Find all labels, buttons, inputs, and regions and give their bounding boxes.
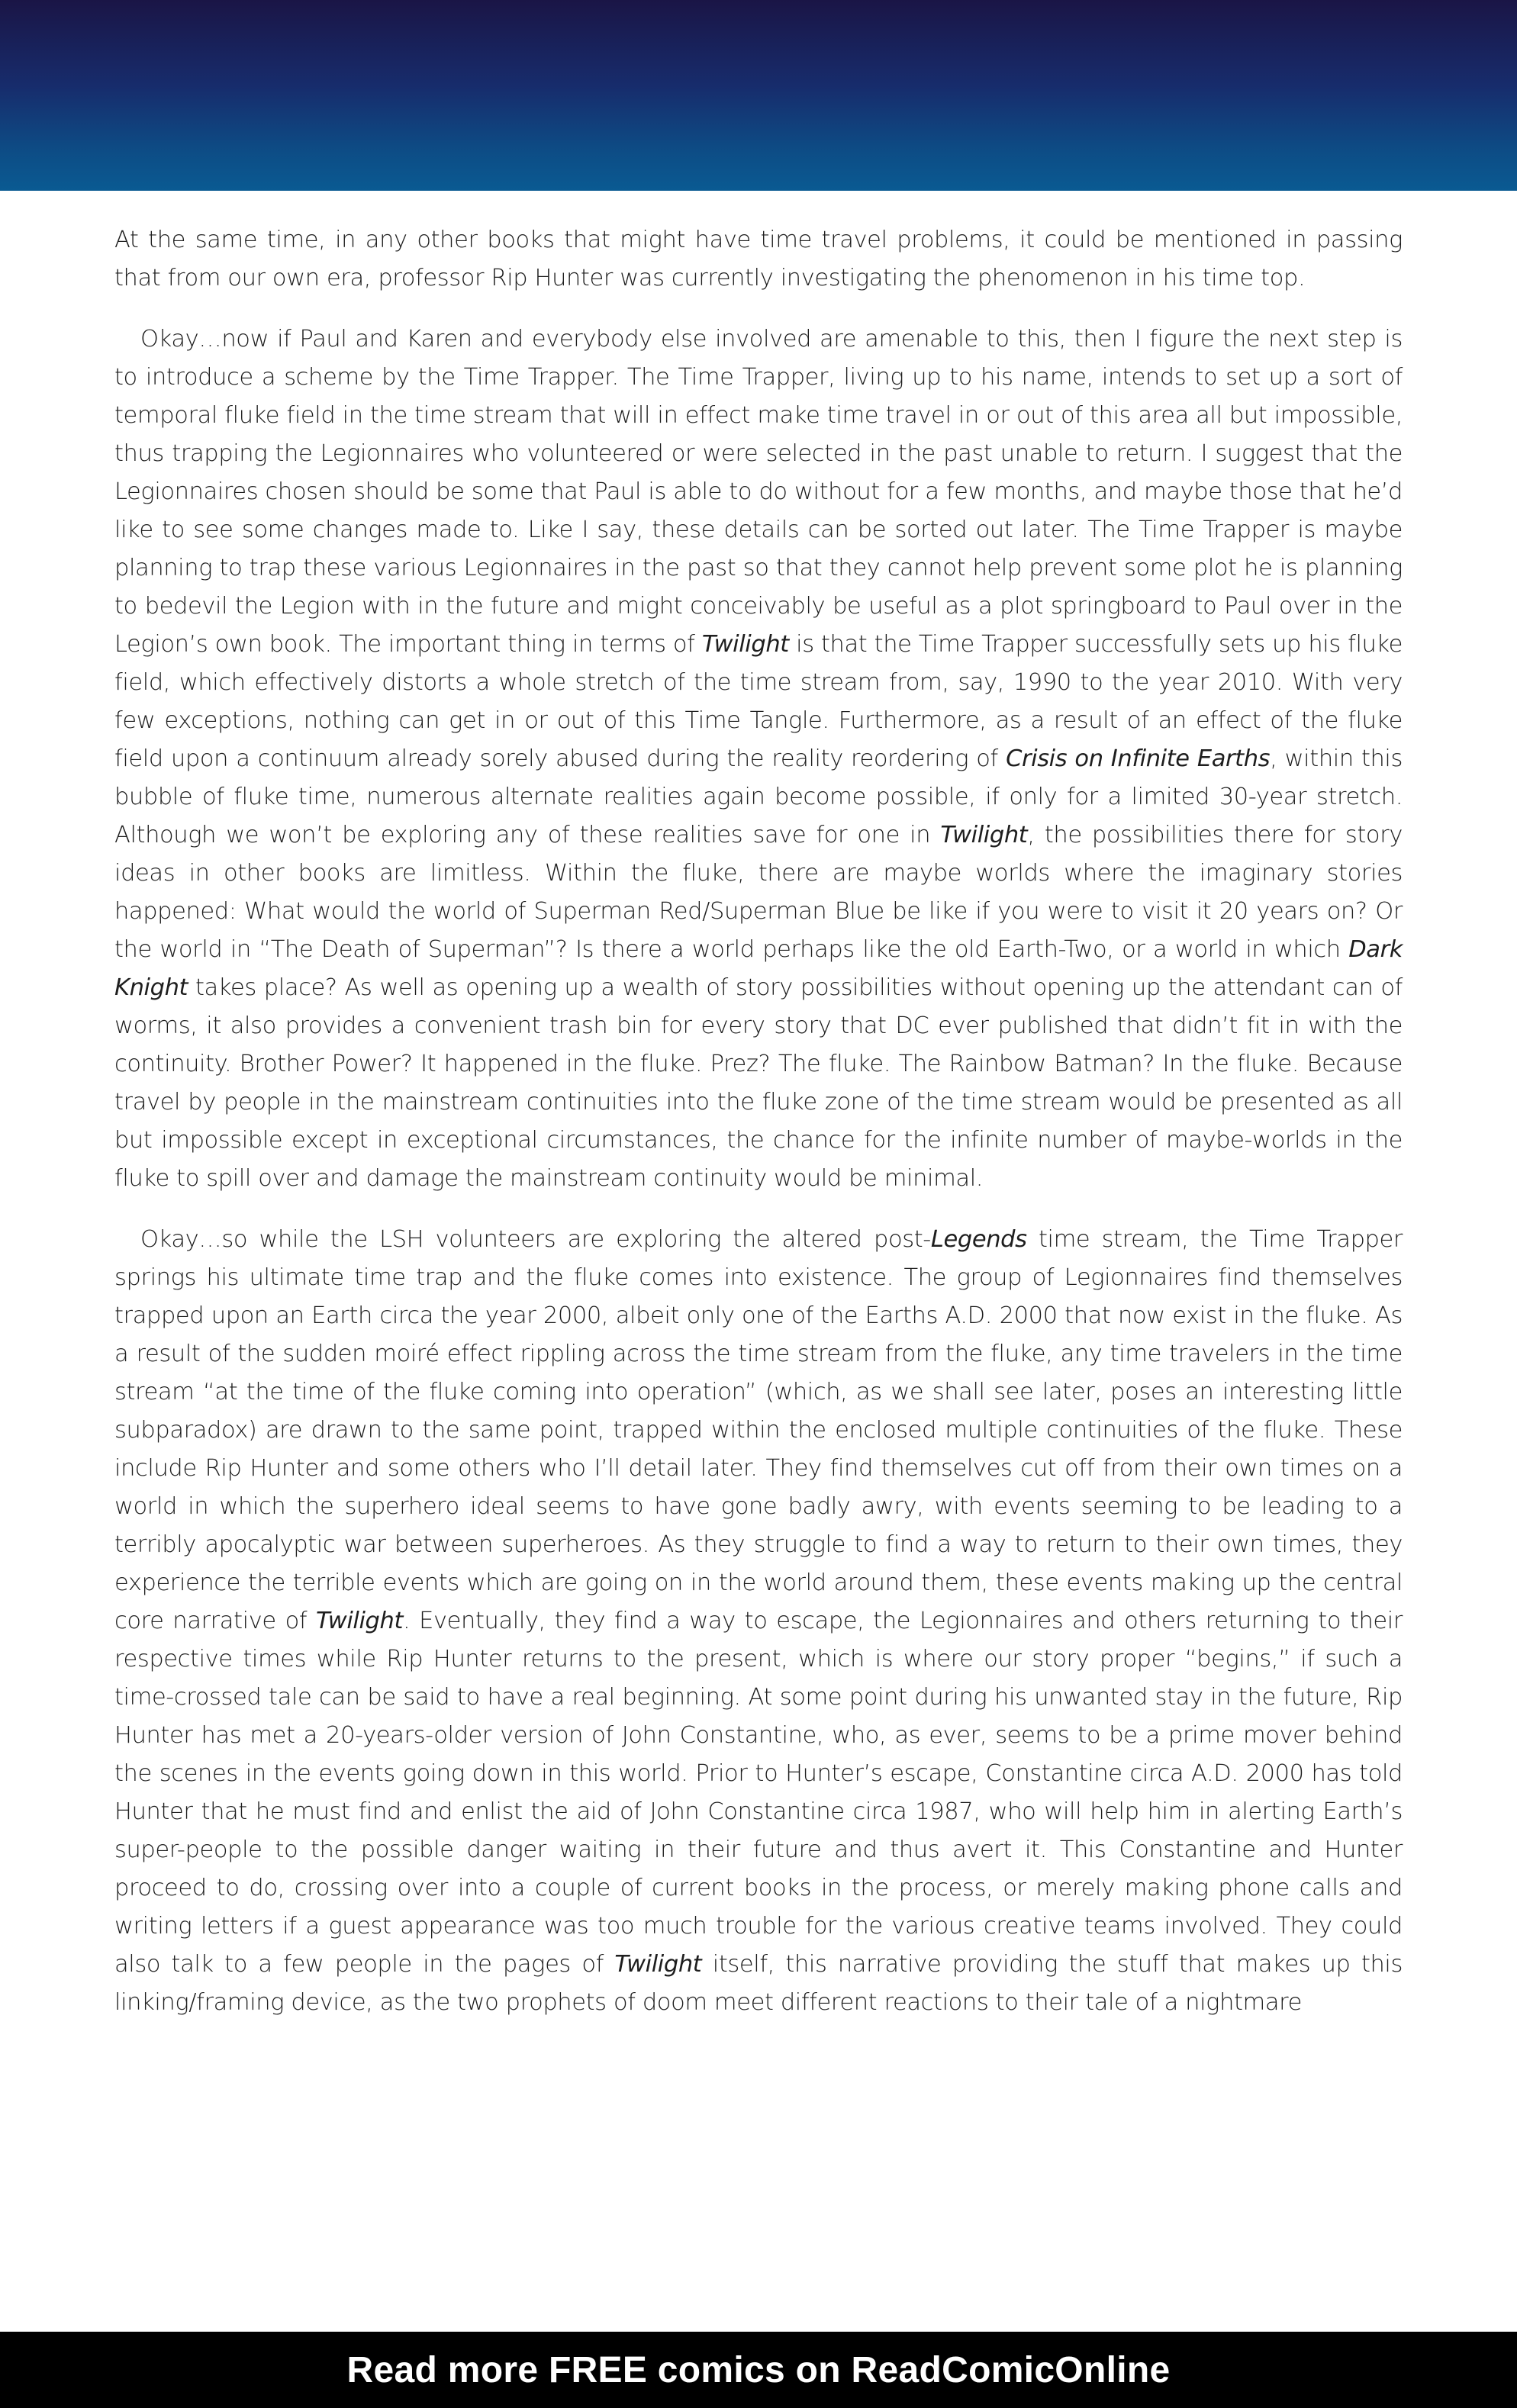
paragraph-1-text: At the same time, in any other books that might have time travel problems, it could be mentioned in passing that from our own era, professor Rip Hunter was currently investigating the phenomenon in his time top. xyxy=(114,227,1403,291)
title-crisis-on-infinite-earths: Crisis on Infinite Earths xyxy=(1006,745,1271,772)
paragraph-3-segment-1: Okay…so while the LSH volunteers are exploring the altered post- xyxy=(140,1226,931,1253)
title-twilight: Twilight xyxy=(316,1608,404,1634)
paragraph-1 xyxy=(114,221,1403,298)
title-legends: Legends xyxy=(930,1226,1027,1253)
paragraph-2-segment-4: , the possibilities there for story ideas in other books are limitless. Within the fluke, there are maybe worlds where the imaginary stories happened: What would the world of Superman Red/Superman Blue be like if you were to visit it 20 years on? Or the world in “The Death of Superman”? Is there a world perhaps like the old Earth-Two, or a world in which xyxy=(114,822,1403,963)
article-body xyxy=(114,221,1403,2251)
title-twilight: Twilight xyxy=(614,1951,702,1978)
paragraph-3-segment-3: . Eventually, they find a way to escape, the Legionnaires and others returning to their respective times while Rip Hunter returns to the present, which is where our story proper “begins,” if such a time-crossed tale can be said to have a real beginning. At some point during his unwanted stay in the future, Rip Hunter has met a 20-years-older version of John Constantine, who, as ever, seems to be a prime mover behind the scenes in the events going down in this world. Prior to Hunter’s escape, Constantine circa A.D. 2000 has told Hunter that he must find and enlist the aid of John Constantine circa 1987, who will help him in alerting Earth’s super-people to the possible danger waiting in their future and thus avert it. This Constantine and Hunter proceed to do, crossing over into a couple of current books in the process, or merely making phone calls and writing letters if a guest appearance was too much trouble for the various creative teams involved. They could also talk to a few people in the pages of xyxy=(114,1608,1403,1978)
title-twilight: Twilight xyxy=(940,822,1028,848)
footer-banner-text[interactable]: Read more FREE comics on ReadComicOnline xyxy=(346,2349,1171,2390)
paragraph-2 xyxy=(114,320,1403,1198)
paragraph-2-segment-2: is that the Time Trapper successfully sets up his fluke field, which effectively distorts a whole stretch of the time stream from, say, 1990 to the year 2010. With very few exceptions, nothing can get in or out of this Time Tangle. Furthermore, as a result of an effect of the fluke field upon a continuum already sorely abused during the reality reordering of xyxy=(114,631,1403,772)
paragraph-3 xyxy=(114,1221,1403,2022)
paragraph-2-segment-3: , within this bubble of fluke time, numerous alternate realities again become possible, if only for a limited 30-year stretch. Although we won’t be exploring any of these realities save for one in xyxy=(114,745,1403,848)
paragraph-2-segment-1: Okay…now if Paul and Karen and everybody else involved are amenable to this, then I figure the next step is to introduce a scheme by the Time Trapper. The Time Trapper, living up to his name, intends to set up a sort of temporal fluke field in the time stream that will in effect make time travel in or out of this area all but impossible, thus trapping the Legionnaires who volunteered or were selected in the past unable to return. I suggest that the Legionnaires chosen should be some that Paul is able to do without for a few months, and maybe those that he’d like to see some changes made to. Like I say, these details can be sorted out later. The Time Trapper is maybe planning to trap these various Legionnaires in the past so that they cannot help prevent some plot he is planning to bedevil the Legion with in the future and might conceivably be useful as a plot springboard to Paul over in the Legion’s own book. The important thing in terms of xyxy=(114,326,1403,658)
top-gradient-banner xyxy=(0,0,1517,191)
footer-banner[interactable] xyxy=(0,2332,1517,2408)
paragraph-3-segment-2: time stream, the Time Trapper springs his ultimate time trap and the fluke comes into existence. The group of Legionnaires find themselves trapped upon an Earth circa the year 2000, albeit only one of the Earths A.D. 2000 that now exist in the fluke. As a result of the sudden moiré effect rippling across the time stream from the fluke, any time travelers in the time stream “at the time of the fluke coming into operation” (which, as we shall see later, poses an interesting little subparadox) are drawn to the same point, trapped within the enclosed multiple continuities of the fluke. These include Rip Hunter and some others who I’ll detail later. They find themselves cut off from their own times on a world in which the superhero ideal seems to have gone badly awry, with events seeming to be leading to a terribly apocalyptic war between superheroes. As they struggle to find a way to return to their own times, they experience the terrible events which are going on in the world around them, these events making up the central core narrative of xyxy=(114,1226,1403,1634)
paragraph-2-segment-5: takes place? As well as opening up a wealth of story possibilities without opening up the attendant can of worms, it also provides a convenient trash bin for every story that DC ever published that didn’t fit in with the continuity. Brother Power? It happened in the fluke. Prez? The fluke. The Rainbow Batman? In the fluke. Because travel by people in the mainstream continuities into the fluke zone of the time stream would be presented as all but impossible except in exceptional circumstances, the chance for the infinite number of maybe-worlds in the fluke to spill over and damage the mainstream continuity would be minimal. xyxy=(114,974,1403,1192)
title-twilight: Twilight xyxy=(701,631,789,658)
paragraph-3-segment-4: itself, this narrative providing the stuff that makes up this linking/framing device, as the two prophets of doom meet different reactions to their tale of a nightmare xyxy=(114,1951,1403,2016)
title-dark-knight: Dark Knight xyxy=(114,936,1403,1001)
